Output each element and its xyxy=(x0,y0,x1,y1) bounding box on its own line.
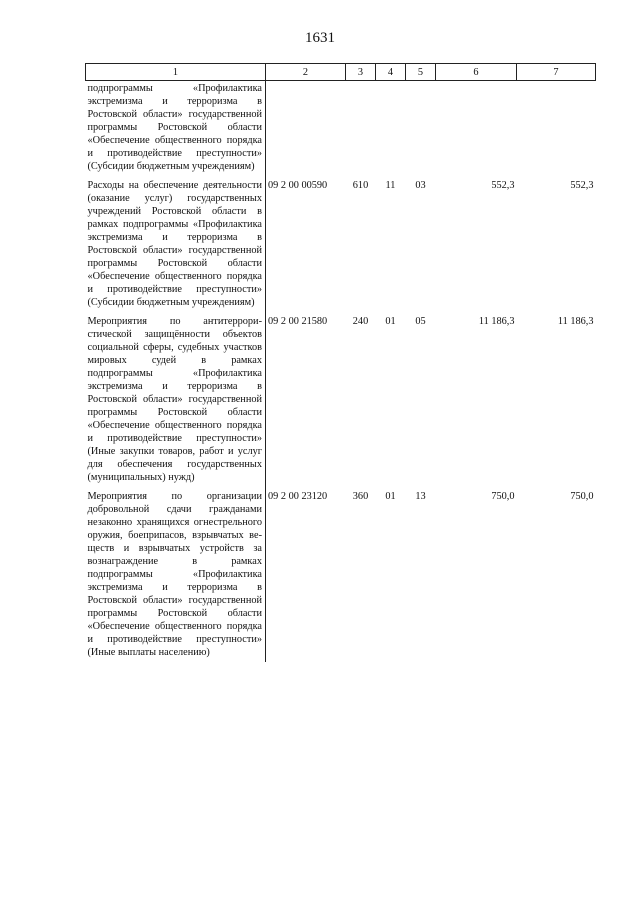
row-expense-type xyxy=(346,81,376,177)
row-section: 01 xyxy=(385,491,396,502)
column-header-3: 3 xyxy=(346,64,376,81)
row-amount-1: 750,0 xyxy=(491,491,515,502)
row-section xyxy=(376,81,406,177)
row-subsection: 03 xyxy=(415,180,426,191)
row-amount-1 xyxy=(436,81,517,177)
row-amount-2: 552,3 xyxy=(570,180,594,191)
row-description: Мероприятия по организации добровольной сдачи гражданами незаконно хранящихся огнестрельного оружия, боеприпасов, взрывчатых веществ и взрывчатых устройств за вознаграждение в рамках подпрограммы «Профилактика экстремизма и терроризма в Ростовской области» государственной программы Ростовской области «Обеспечение общественного порядка и противодействие преступности» (Иные выплаты населению) xyxy=(86,487,266,662)
row-target-article xyxy=(266,81,346,177)
column-header-4: 4 xyxy=(376,64,406,81)
table-body xyxy=(86,81,596,663)
row-amount-1: 552,3 xyxy=(491,180,515,191)
row-subsection xyxy=(406,81,436,177)
row-target-article: 09 2 00 23120 xyxy=(268,491,328,502)
row-target-article: 09 2 00 21580 xyxy=(268,316,328,327)
row-description: Мероприятия по антитеррористической защищённости объектов социальной сферы, судебных участков мировых судей в рамках подпрограммы «Профилактика экстремизма и терроризма в Ростовской области» государственной программы Ростовской области «Обеспечение общественного порядка и противодействие преступности» (Иные закупки товаров, работ и услуг для обеспечения государственных (муниципальных) нужд) xyxy=(86,312,266,487)
row-expense-type: 240 xyxy=(352,316,369,327)
column-header-7: 7 xyxy=(517,64,596,81)
row-subsection: 05 xyxy=(415,316,426,327)
budget-table xyxy=(85,63,596,662)
row-amount-2: 11 186,3 xyxy=(557,316,594,327)
table-row xyxy=(86,487,596,662)
header-row xyxy=(86,64,596,81)
row-section: 11 xyxy=(385,180,396,191)
table-row xyxy=(86,81,596,177)
table-row xyxy=(86,176,596,312)
row-amount-2: 750,0 xyxy=(570,491,594,502)
row-description: Расходы на обеспечение деятельности (оказание услуг) государственных учреждений Ростовской области в рамках подпрограммы «Профилактика экстремизма и терроризма в Ростовской области» государственной программы Ростовской области «Обеспечение общественного порядка и противодействие преступности» (Субсидии бюджетным учреждениям) xyxy=(86,176,266,312)
row-subsection: 13 xyxy=(415,491,426,502)
row-expense-type: 610 xyxy=(352,180,369,191)
column-header-2: 2 xyxy=(266,64,346,81)
row-expense-type: 360 xyxy=(352,491,369,502)
row-amount-2 xyxy=(517,81,596,177)
column-header-5: 5 xyxy=(406,64,436,81)
row-amount-1: 11 186,3 xyxy=(478,316,515,327)
table-row xyxy=(86,312,596,487)
column-header-6: 6 xyxy=(436,64,517,81)
page-number: 1631 xyxy=(305,30,335,46)
row-description: подпрограммы «Профилактика экстремизма и терроризма в Ростовской области» государственной программы Ростовской области «Обеспечение общественного порядка и противодействие преступности» (Субсидии бюджетным учреждениям) xyxy=(86,81,266,177)
row-section: 01 xyxy=(385,316,396,327)
row-target-article: 09 2 00 00590 xyxy=(268,180,328,191)
table-header xyxy=(86,64,596,81)
column-header-1: 1 xyxy=(86,64,266,81)
